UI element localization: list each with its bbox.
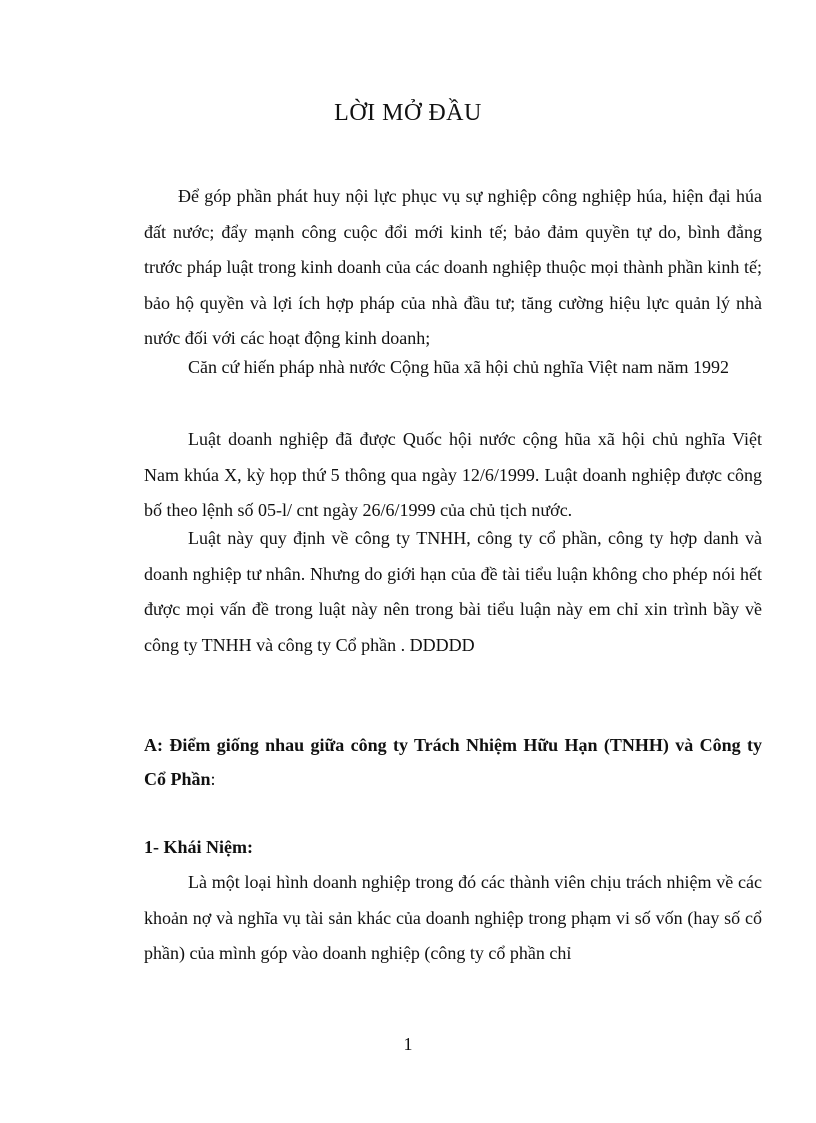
concept-paragraph: Là một loại hình doanh nghiệp trong đó các thành viên chịu trách nhiệm về các khoản nợ và nghĩa vụ tài sản khác của doanh nghiệp trong phạm vi số vốn (hay số cổ phần) của mình góp vào doanh nghiệp (công ty cổ phần chỉ	[144, 872, 762, 964]
enterprise-law-paragraph: Luật doanh nghiệp đã được Quốc hội nước cộng hũa xã hội chủ nghĩa Việt Nam khúa X, kỳ họp thứ 5 thông qua ngày 12/6/1999. Luật doanh nghiệp được công bố theo lệnh số 05-l/ cnt ngày 26/6/1999 của chủ tịch nước.	[144, 429, 762, 521]
section-1-heading: 1- Khái Niệm:	[144, 837, 253, 857]
constitution-paragraph: Căn cứ hiến pháp nhà nước Cộng hũa xã hội chủ nghĩa Việt nam năm 1992	[188, 357, 730, 377]
page-title: LỜI MỞ ĐẦU	[334, 100, 482, 126]
section-a-heading-colon: :	[210, 768, 216, 789]
section-a-heading	[144, 729, 762, 796]
section-a-heading-text: A: Điểm giống nhau giữa công ty Trách Nhiệm Hữu Hạn (TNHH) và Công ty Cổ Phần	[144, 735, 762, 789]
page-number: 1	[403, 1034, 413, 1054]
intro-paragraph: Để góp phần phát huy nội lực phục vụ sự nghiệp công nghiệp húa, hiện đại húa đất nước; đẩy mạnh công cuộc đổi mới kinh tế; bảo đảm quyền tự do, bình đẳng trước pháp luật trong kinh doanh của các doanh nghiệp thuộc mọi thành phần kinh tế; bảo hộ quyền và lợi ích hợp pháp của nhà đầu tư; tăng cường hiệu lực quản lý nhà nước đối với các hoạt động kinh doanh;	[144, 186, 762, 349]
scope-paragraph: Luật này quy định về công ty TNHH, công ty cổ phần, công ty hợp danh và doanh nghiệp tư nhân. Nhưng do giới hạn của đề tài tiểu luận không cho phép nói hết được mọi vấn đề trong luật này nên trong bài tiểu luận này em chỉ xin trình bầy về công ty TNHH và công ty Cổ phần . DDDDD	[144, 528, 762, 655]
